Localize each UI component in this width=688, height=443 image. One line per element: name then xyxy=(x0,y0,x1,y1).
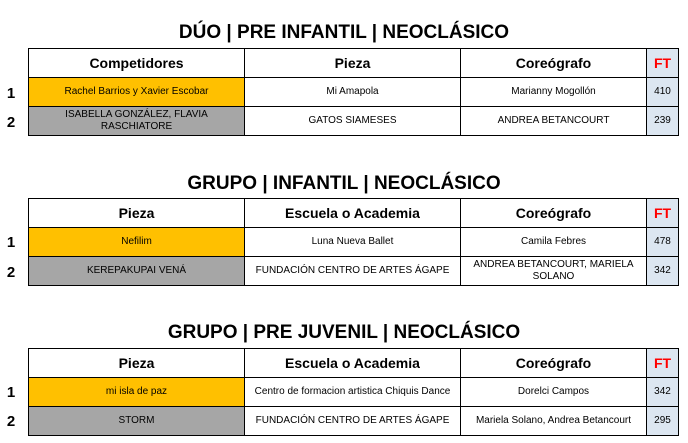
table-cell: GATOS SIAMESES xyxy=(245,107,461,136)
ft-score-cell: 410 xyxy=(647,78,679,107)
table-cell: Nefilim xyxy=(29,228,245,257)
table-cell: KEREPAKUPAI VENÁ xyxy=(29,257,245,286)
column-header: Coreógrafo xyxy=(461,349,647,378)
rank-label: 1 xyxy=(6,85,16,102)
column-header: Competidores xyxy=(29,49,245,78)
rank-label: 1 xyxy=(6,384,16,401)
results-table xyxy=(28,198,679,286)
column-header: Pieza xyxy=(245,49,461,78)
table-cell: Marianny Mogollón xyxy=(461,78,647,107)
ft-score-cell: 295 xyxy=(647,407,679,436)
table-row xyxy=(29,257,679,286)
table-row xyxy=(29,107,679,136)
ft-score-cell: 342 xyxy=(647,257,679,286)
table-cell: Dorelci Campos xyxy=(461,378,647,407)
ft-score-cell: 478 xyxy=(647,228,679,257)
ft-column-header: FT xyxy=(647,349,679,378)
table-cell: FUNDACIÓN CENTRO DE ARTES ÁGAPE xyxy=(245,407,461,436)
column-header: Pieza xyxy=(29,349,245,378)
results-table xyxy=(28,348,679,436)
rank-label: 2 xyxy=(6,114,16,131)
table-cell: Mariela Solano, Andrea Betancourt xyxy=(461,407,647,436)
column-header: Coreógrafo xyxy=(461,49,647,78)
section-title: GRUPO | INFANTIL | NEOCLÁSICO xyxy=(187,173,501,194)
ft-score-cell: 342 xyxy=(647,378,679,407)
rank-label: 2 xyxy=(6,413,16,430)
column-header: Escuela o Academia xyxy=(245,349,461,378)
column-header: Coreógrafo xyxy=(461,199,647,228)
rank-label: 2 xyxy=(6,264,16,281)
table-header-row xyxy=(29,349,679,378)
table-cell: ANDREA BETANCOURT, MARIELA SOLANO xyxy=(461,257,647,286)
section-title: DÚO | PRE INFANTIL | NEOCLÁSICO xyxy=(178,22,510,43)
table-cell: Centro de formacion artistica Chiquis Dance xyxy=(245,378,461,407)
table-row xyxy=(29,228,679,257)
results-table xyxy=(28,48,679,136)
section-title: GRUPO | PRE JUVENIL | NEOCLÁSICO xyxy=(167,322,521,343)
table-cell: ANDREA BETANCOURT xyxy=(461,107,647,136)
table-header-row xyxy=(29,49,679,78)
table-header-row xyxy=(29,199,679,228)
table-cell: STORM xyxy=(29,407,245,436)
ft-score-cell: 239 xyxy=(647,107,679,136)
ft-column-header: FT xyxy=(647,199,679,228)
table-cell: mi isla de paz xyxy=(29,378,245,407)
rank-label: 1 xyxy=(6,234,16,251)
table-cell: Rachel Barrios y Xavier Escobar xyxy=(29,78,245,107)
table-cell: Luna Nueva Ballet xyxy=(245,228,461,257)
table-cell: Camila Febres xyxy=(461,228,647,257)
ft-column-header: FT xyxy=(647,49,679,78)
table-row xyxy=(29,378,679,407)
table-row xyxy=(29,78,679,107)
table-row xyxy=(29,407,679,436)
table-cell: FUNDACIÓN CENTRO DE ARTES ÁGAPE xyxy=(245,257,461,286)
table-cell: ISABELLA GONZÁLEZ, FLAVIA RASCHIATORE xyxy=(29,107,245,136)
column-header: Pieza xyxy=(29,199,245,228)
column-header: Escuela o Academia xyxy=(245,199,461,228)
table-cell: Mi Amapola xyxy=(245,78,461,107)
